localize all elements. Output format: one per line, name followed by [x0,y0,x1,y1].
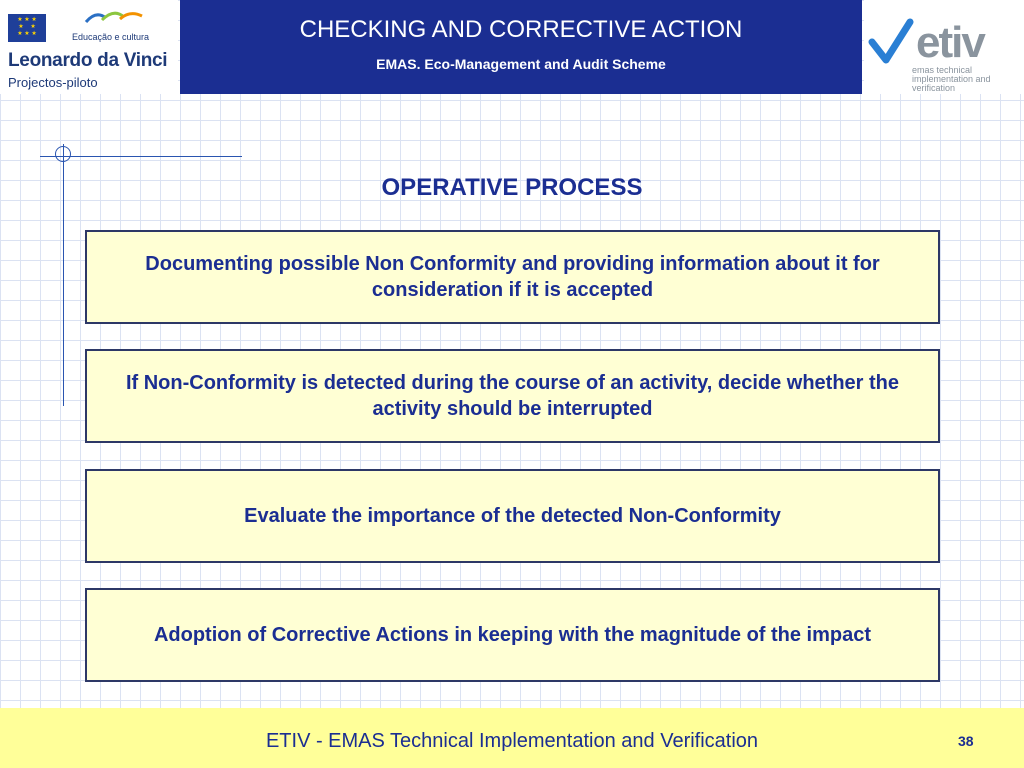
process-step-4: Adoption of Corrective Actions in keeping with the magnitude of the impact [85,588,940,682]
checkmark-icon [868,16,914,66]
footer-text: ETIV - EMAS Technical Implementation and Verification [265,730,759,752]
etiv-wordmark: etiv [916,18,984,67]
process-step-3: Evaluate the importance of the detected Non-Conformity [85,469,940,563]
slide-title: CHECKING AND CORRECTIVE ACTION [299,16,743,43]
leonardo-da-vinci-logo [0,0,178,94]
program-name: Leonardo da Vinci [8,50,168,71]
etiv-tagline: emas technical implementation and verification [912,65,991,93]
header-banner [180,0,862,94]
logo-tagline: Educação e cultura [72,32,150,42]
slide-subtitle: EMAS. Eco-Management and Audit Scheme [376,56,666,72]
decorative-circle [55,146,71,162]
etiv-logo [864,0,1024,94]
process-step-2: If Non-Conformity is detected during the course of an activity, decide whether the activity should be interrupted [85,349,940,443]
eu-flag-icon: ★ ★ ★ ★ ★ ★ ★ ★ [8,14,46,42]
section-heading: OPERATIVE PROCESS [381,174,643,201]
page-number: 38 [958,733,974,749]
program-subtitle: Projectos-piloto [8,75,98,90]
process-step-1: Documenting possible Non Conformity and providing information about it for consideration if it is accepted [85,230,940,324]
education-swoosh-icon [84,8,144,26]
